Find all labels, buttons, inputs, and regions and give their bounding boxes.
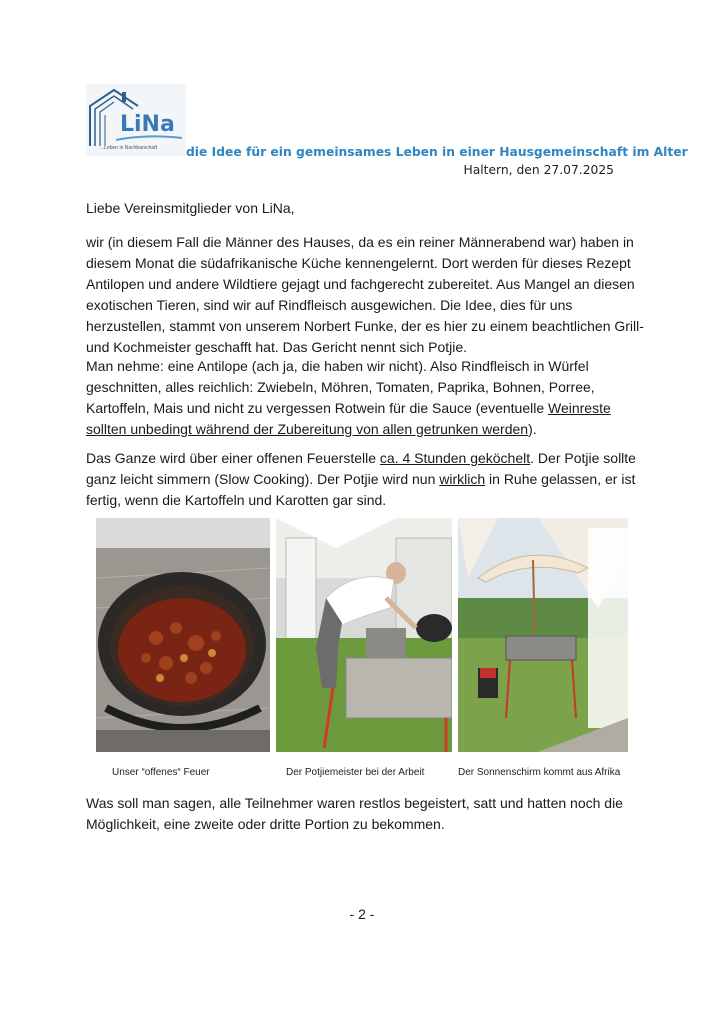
- paragraph-recipe-underlined: Weinreste sollten unbedingt während der Zubereitung von allen getrunken werden: [86, 400, 611, 437]
- paragraph-cooking-text-1: Das Ganze wird über einer offenen Feuerstelle: [86, 450, 380, 466]
- paragraph-cooking-text-3: in Ruhe gelassen, er ist fertig, wenn die Kartoffeln und Karotten gar sind.: [86, 471, 636, 508]
- photo-parasol: [458, 518, 628, 752]
- caption-potjiemeister: Der Potjiemeister bei der Arbeit: [286, 767, 425, 778]
- header-tagline: die Idee für ein gemeinsames Leben in einer Hausgemeinschaft im Alter: [186, 145, 688, 159]
- caption-parasol: Der Sonnenschirm kommt aus Afrika: [458, 767, 621, 778]
- paragraph-cooking-text-2: . Der Potjie sollte ganz leicht simmern (Slow Cooking). Der Potjie wird nun: [86, 450, 636, 487]
- logo-tagline: ...Leben in Nachbarschaft: [100, 145, 157, 151]
- paragraph-closing: Was soll man sagen, alle Teilnehmer waren restlos begeistert, satt und hatten noch die Möglichkeit, eine zweite oder dritte Portion zu bekommen.: [86, 795, 623, 832]
- page-number: - 2 -: [349, 906, 375, 922]
- paragraph-intro: wir (in diesem Fall die Männer des Hauses, da es ein reiner Männerabend war) haben in diesem Monat die südafrikanische Küche kennengelernt. Dort werden für dieses Rezept Antilopen und andere Wildtiere gejagt und fachgerecht zubereitet. Aus Mangel an diesen exotischen Tieren, sind wir auf Rindfleisch ausgewichen. Die Idee, dies für uns herzustellen, stammt von unserem Norbert Funke, der es hier zu einem beachtlichen Grill- und Kochmeister geschafft hat. Das Gericht nennt sich Potjie.: [86, 234, 644, 355]
- lina-logo: [86, 84, 186, 156]
- paragraph-cooking-underlined-2: wirklich: [439, 471, 486, 487]
- paragraph-cooking: [86, 448, 646, 511]
- paragraph-recipe-text: Man nehme: eine Antilope (ach ja, die haben wir nicht). Also Rindfleisch in Würfel geschnitten, alles reichlich: Zwiebeln, Möhren, Tomaten, Paprika, Bohnen, Porree, Kartoffeln, Mais und nicht zu vergessen Rotwein für die Sauce (eventuelle: [86, 358, 595, 416]
- caption-pot: Unser “offenes“ Feuer: [112, 767, 210, 778]
- photo-potjiemeister: [276, 518, 452, 752]
- logo-wordmark: LiNa: [120, 112, 175, 137]
- paragraph-recipe: [86, 356, 646, 440]
- dateline: Haltern, den 27.07.2025: [463, 163, 614, 177]
- paragraph-recipe-end: ).: [528, 421, 537, 437]
- paragraph-cooking-underlined-1: ca. 4 Stunden geköchelt: [379, 450, 531, 466]
- greeting: Liebe Vereinsmitglieder von LiNa,: [86, 200, 295, 216]
- photo-pot: [96, 518, 270, 752]
